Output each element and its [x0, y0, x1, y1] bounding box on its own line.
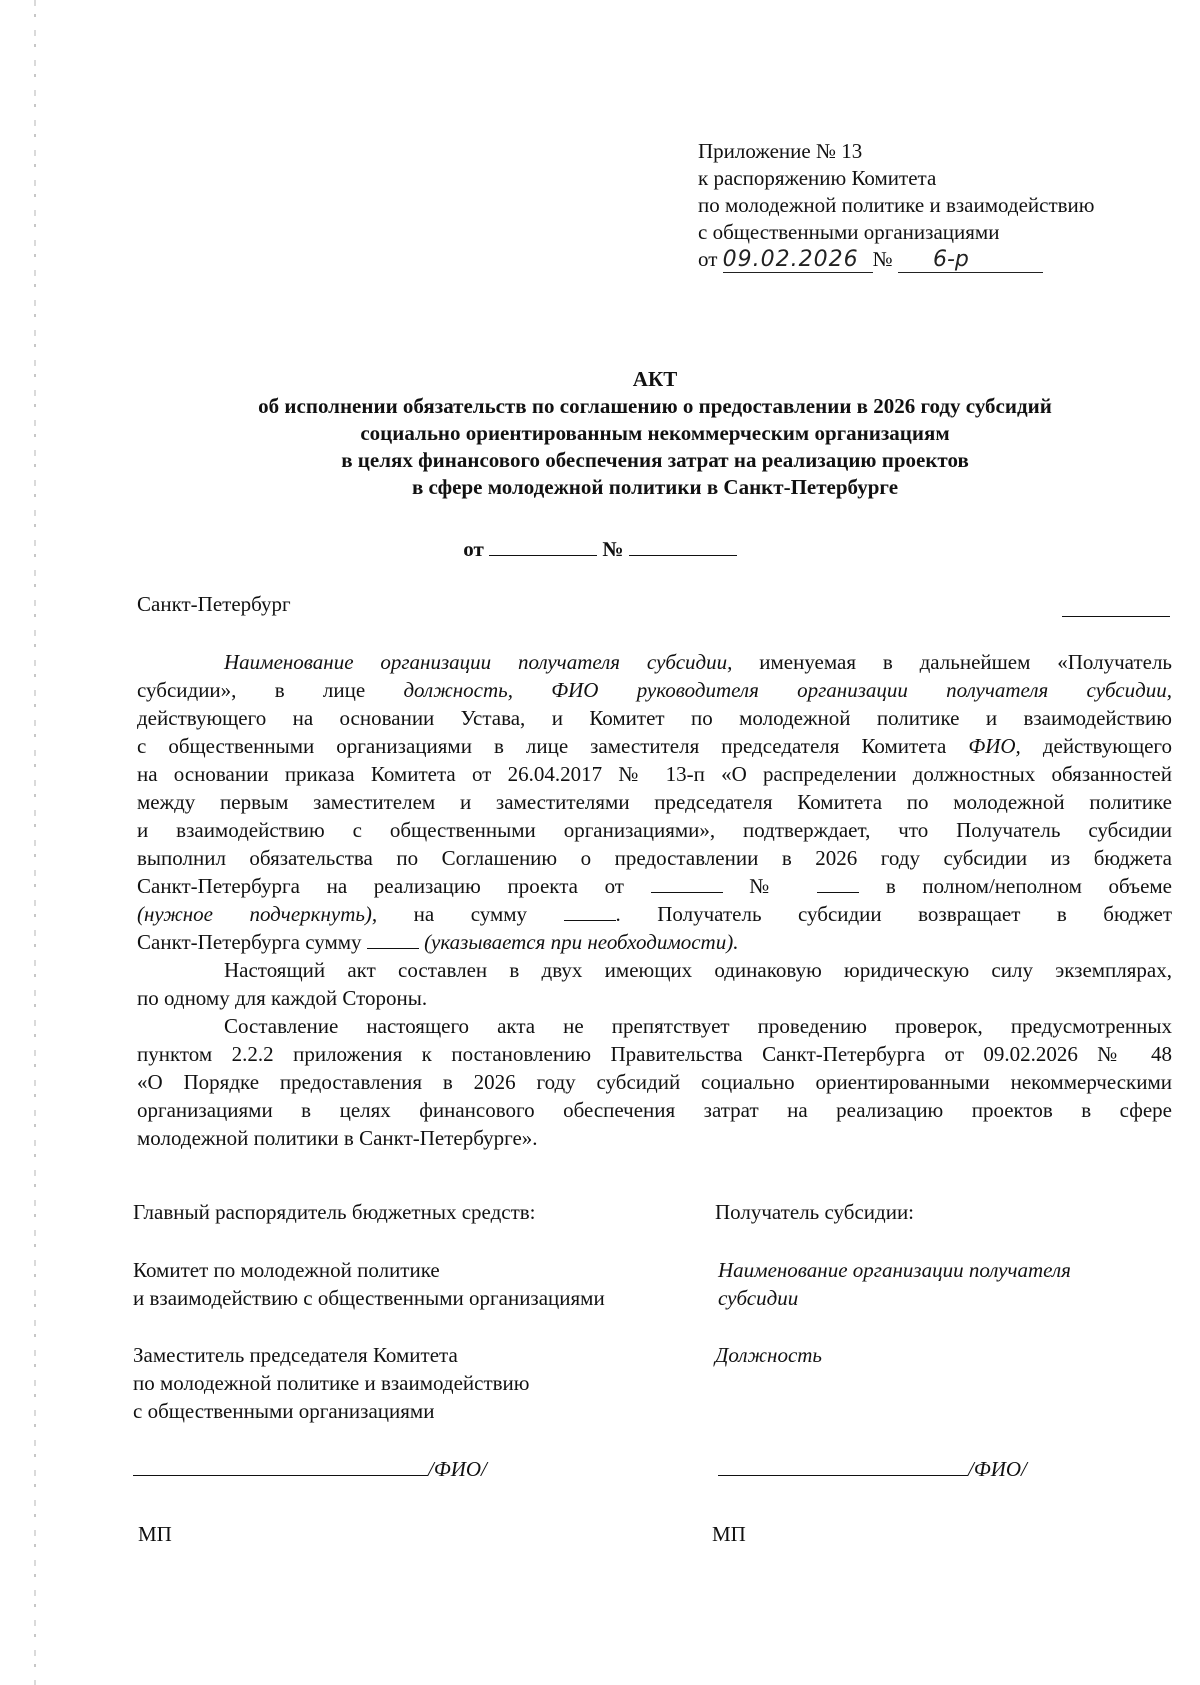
- italic-text: ФИО,: [968, 734, 1021, 758]
- act-from-label: от: [463, 537, 484, 561]
- right-organization: [718, 1256, 1071, 1312]
- appendix-line: с общественными организациями: [698, 220, 1000, 244]
- title-line: социально ориентированным некоммерческим организациям: [360, 421, 950, 445]
- italic-text: (указывается при необходимости).: [424, 930, 739, 954]
- signature-blank: [718, 1457, 968, 1476]
- body-line: [137, 648, 1172, 676]
- body-line: по одному для каждой Стороны.: [137, 986, 428, 1010]
- body-line: пунктом 2.2.2 приложения к постановлению Правительства Санкт-Петербурга от 09.02.2026 № 48: [137, 1042, 1172, 1066]
- position-line: по молодежной политике и взаимодействию: [133, 1371, 530, 1395]
- appendix-from-label: от: [698, 247, 718, 271]
- handwritten-date: 09.02.2026: [723, 248, 873, 273]
- paragraph-3: [137, 1012, 1172, 1152]
- project-date-blank: [651, 878, 723, 893]
- body-line: на основании приказа Комитета от 26.04.2017 № 13-п «О распределении должностных обязанностей: [137, 762, 1172, 786]
- text: именуемая в дальнейшем «Получатель: [759, 650, 1173, 674]
- appendix-block: [698, 138, 1095, 273]
- body-line: Настоящий акт составлен в двух имеющих одинаковую юридическую силу экземплярах,: [224, 958, 1172, 982]
- body-line: между первым заместителем и заместителями председателя Комитета по молодежной политике: [137, 790, 1172, 814]
- title-heading: АКТ: [632, 367, 678, 391]
- appendix-line: по молодежной политике и взаимодействию: [698, 193, 1095, 217]
- text: с общественными организациями в лице заместителя председателя Комитета: [137, 734, 947, 758]
- body-line: [137, 872, 1172, 900]
- text: субсидии», в лице: [137, 678, 366, 702]
- org-line: Наименование организации получателя: [718, 1258, 1071, 1282]
- right-stamp: МП: [712, 1522, 746, 1546]
- project-number-blank: [817, 878, 859, 893]
- right-role: Получатель субсидии:: [715, 1200, 915, 1224]
- paragraph-2: [137, 956, 1172, 1012]
- text: Санкт-Петербурга сумму: [137, 930, 362, 954]
- right-position: [715, 1341, 822, 1369]
- body-line: молодежной политики в Санкт-Петербурге».: [137, 1126, 538, 1150]
- body-line: «О Порядке предоставления в 2026 году субсидий социально ориентированными некоммерческими: [137, 1070, 1172, 1094]
- sum-blank: [564, 906, 616, 921]
- title-line: в целях финансового обеспечения затрат на реализацию проектов: [341, 448, 969, 472]
- act-number-label: №: [602, 537, 624, 561]
- text: №: [749, 874, 791, 898]
- org-line: Комитет по молодежной политике: [133, 1258, 440, 1282]
- body-line: выполнил обязательства по Соглашению о предоставлении в 2026 году субсидии из бюджета: [137, 846, 1172, 870]
- document-title: [130, 366, 1180, 501]
- fio-label: /ФИО/: [968, 1457, 1027, 1481]
- appendix-number-label: №: [872, 247, 893, 271]
- body-line: и взаимодействию с общественными организациями», подтверждает, что Получатель субсидии: [137, 818, 1172, 842]
- body-line: [137, 928, 1172, 956]
- title-line: в сфере молодежной политики в Санкт-Петербурге: [411, 475, 899, 499]
- left-stamp: МП: [138, 1522, 172, 1546]
- body-line: организациями в целях финансового обеспечения затрат на реализацию проектов в сфере: [137, 1098, 1172, 1122]
- text: действующего: [1042, 734, 1173, 758]
- italic-text: Наименование организации получателя субсидии,: [224, 650, 733, 674]
- position-line: Заместитель председателя Комитета: [133, 1343, 458, 1367]
- body-line: [137, 732, 1172, 760]
- handwritten-number: 6-р: [898, 248, 1043, 273]
- left-organization: [133, 1256, 605, 1312]
- text: на сумму: [413, 902, 528, 926]
- org-line: и взаимодействию с общественными организациями: [133, 1286, 605, 1310]
- appendix-line: к распоряжению Комитета: [698, 166, 937, 190]
- italic-text: должность, ФИО руководителя организации получателя субсидии,: [403, 678, 1172, 702]
- body-line: действующего на основании Устава, и Комитет по молодежной политике и взаимодействию: [137, 706, 1172, 730]
- title-line: об исполнении обязательств по соглашению о предоставлении в 2026 году субсидий: [258, 394, 1052, 418]
- org-line: субсидии: [718, 1286, 799, 1310]
- text: . Получатель субсидии возвращает в бюджет: [615, 902, 1173, 926]
- act-date-blank: [489, 541, 597, 556]
- text: Санкт-Петербурга на реализацию проекта от: [137, 874, 624, 898]
- body-line: [137, 900, 1172, 928]
- document-body: [137, 648, 1172, 1152]
- scan-edge: [34, 0, 36, 1685]
- body-line: Составление настоящего акта не препятствует проведению проверок, предусмотренных: [224, 1014, 1172, 1038]
- appendix-date-line: [698, 246, 1095, 273]
- left-role: Главный распорядитель бюджетных средств:: [133, 1200, 536, 1224]
- date-blank-right: [1062, 616, 1170, 617]
- paragraph-1: [137, 648, 1172, 956]
- return-sum-blank: [367, 934, 419, 949]
- position-line: с общественными организациями: [133, 1399, 435, 1423]
- city: Санкт-Петербург: [137, 592, 291, 616]
- italic-text: (нужное подчеркнуть),: [137, 902, 378, 926]
- signature-blank: [133, 1457, 428, 1476]
- left-signature-line: [133, 1455, 487, 1483]
- body-line: [137, 676, 1172, 704]
- act-date-line: [0, 537, 1200, 562]
- text: в полном/неполном объеме: [885, 874, 1173, 898]
- left-position: [133, 1341, 530, 1425]
- appendix-line: Приложение № 13: [698, 139, 863, 163]
- act-number-blank: [629, 541, 737, 556]
- position-line: Должность: [715, 1343, 822, 1367]
- fio-label: /ФИО/: [428, 1457, 487, 1481]
- right-signature-line: [718, 1455, 1027, 1483]
